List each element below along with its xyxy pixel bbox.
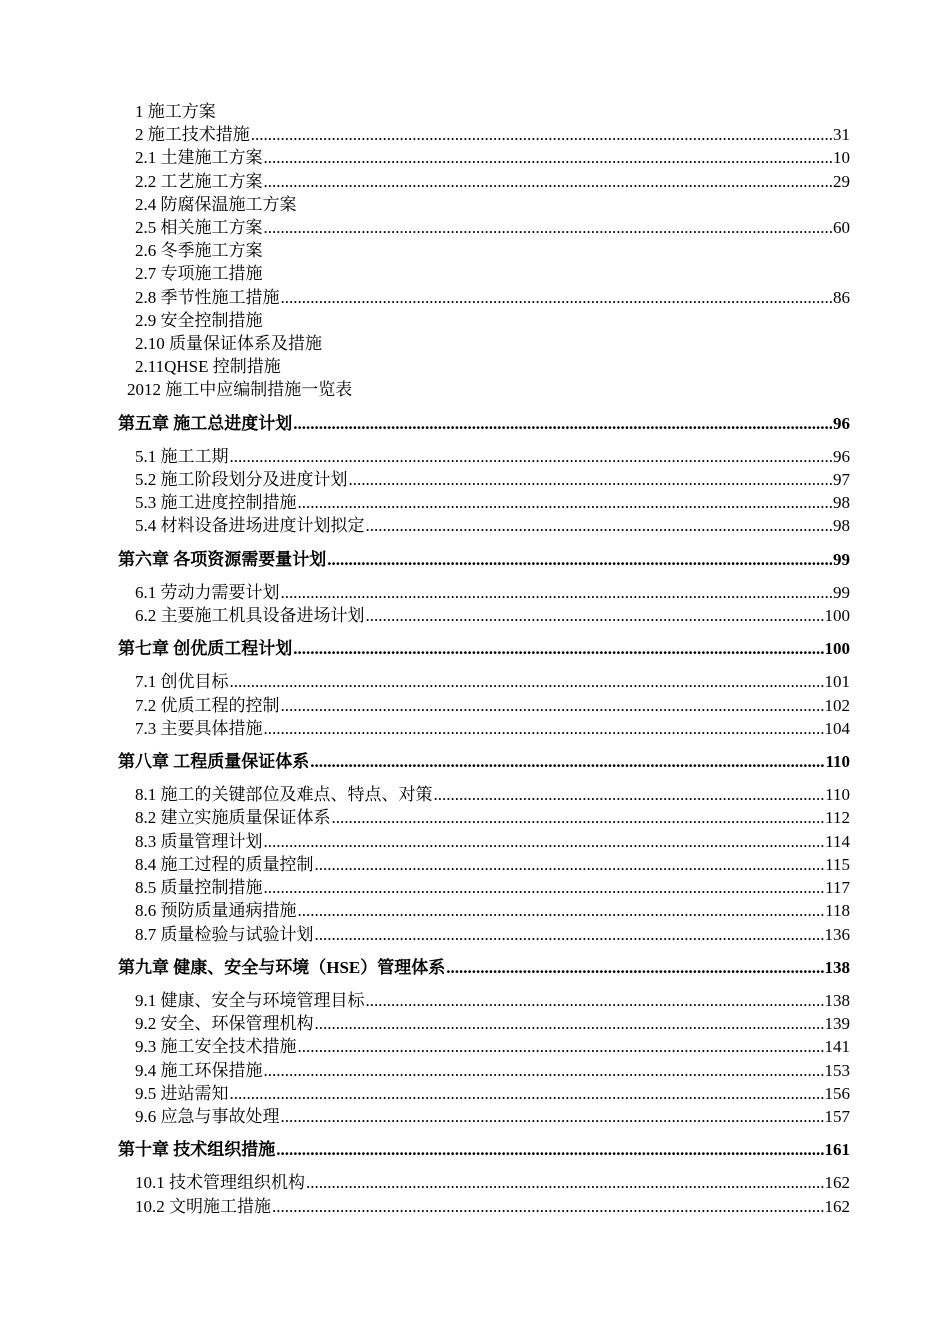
toc-entry[interactable] xyxy=(118,193,850,216)
toc-entry-title: 8.4 施工过程的质量控制 xyxy=(135,854,314,874)
toc-entry[interactable] xyxy=(118,1082,850,1105)
dot-leader xyxy=(264,216,833,239)
toc-entry[interactable] xyxy=(118,1035,850,1058)
toc-entry[interactable] xyxy=(118,717,850,740)
toc-entry[interactable] xyxy=(118,239,850,262)
toc-entry-title: 第十章 技术组织措施 xyxy=(118,1140,276,1160)
toc-entry-page: 118 xyxy=(825,901,850,921)
toc-entry-title: 5.3 施工进度控制措施 xyxy=(135,493,297,513)
toc-entry-page: 31 xyxy=(833,125,850,145)
dot-leader xyxy=(298,899,825,922)
toc-entry[interactable] xyxy=(118,170,850,193)
toc-entry-title: 2.11QHSE 控制措施 xyxy=(135,357,281,377)
dot-leader xyxy=(366,989,824,1012)
toc-entry[interactable] xyxy=(118,262,850,285)
dot-leader xyxy=(293,637,823,660)
toc-entry[interactable] xyxy=(118,445,850,468)
dot-leader xyxy=(272,1195,824,1218)
toc-entry-page: 97 xyxy=(833,470,850,490)
dot-leader xyxy=(251,123,832,146)
toc-entry-title: 2012 施工中应编制措施一览表 xyxy=(127,380,353,400)
toc-entry-title: 7.2 优质工程的控制 xyxy=(135,695,280,715)
toc-entry-title: 8.3 质量管理计划 xyxy=(135,831,263,851)
toc-entry[interactable] xyxy=(118,1059,850,1082)
toc-entry-title: 2.5 相关施工方案 xyxy=(135,218,263,238)
toc-entry-page: 153 xyxy=(824,1060,850,1080)
dot-leader xyxy=(281,1105,824,1128)
dot-leader xyxy=(446,956,823,979)
toc-chapter-entry[interactable] xyxy=(118,956,850,979)
toc-entry-title: 第六章 各项资源需要量计划 xyxy=(118,549,327,569)
toc-entry-title: 2.4 防腐保温施工方案 xyxy=(135,194,297,214)
toc-entry-title: 2.1 土建施工方案 xyxy=(135,148,263,168)
dot-leader xyxy=(315,853,825,876)
toc-chapter-entry[interactable] xyxy=(118,750,850,773)
toc-entry-title: 7.1 创优目标 xyxy=(135,672,229,692)
toc-entry[interactable] xyxy=(118,100,850,123)
toc-entry-title: 第八章 工程质量保证体系 xyxy=(118,752,310,772)
toc-entry[interactable] xyxy=(118,123,850,146)
toc-entry-title: 5.2 施工阶段划分及进度计划 xyxy=(135,470,348,490)
dot-leader xyxy=(315,923,824,946)
toc-chapter-entry[interactable] xyxy=(118,548,850,571)
toc-entry-title: 5.4 材料设备进场进度计划拟定 xyxy=(135,516,365,536)
toc-entry[interactable] xyxy=(118,146,850,169)
dot-leader xyxy=(310,750,824,773)
toc-entry[interactable] xyxy=(118,876,850,899)
toc-entry[interactable] xyxy=(118,783,850,806)
toc-entry-title: 8.1 施工的关键部位及难点、特点、对策 xyxy=(135,785,433,805)
toc-entry-page: 104 xyxy=(824,718,850,738)
toc-entry-page: 156 xyxy=(824,1083,850,1103)
toc-entry-title: 2.8 季节性施工措施 xyxy=(135,287,280,307)
toc-entry-page: 138 xyxy=(824,990,850,1010)
dot-leader xyxy=(264,876,825,899)
toc-entry[interactable] xyxy=(118,491,850,514)
toc-entry-title: 6.1 劳动力需要计划 xyxy=(135,582,280,602)
dot-leader xyxy=(366,514,833,537)
toc-chapter-entry[interactable] xyxy=(118,1138,850,1161)
toc-entry-title: 8.6 预防质量通病措施 xyxy=(135,901,297,921)
toc-entry[interactable] xyxy=(118,514,850,537)
toc-entry-page: 162 xyxy=(824,1196,850,1216)
toc-entry-page: 98 xyxy=(833,516,850,536)
toc-entry-title: 5.1 施工工期 xyxy=(135,446,229,466)
dot-leader xyxy=(366,604,824,627)
dot-leader xyxy=(293,412,832,435)
dot-leader xyxy=(264,830,825,853)
dot-leader xyxy=(276,1138,823,1161)
toc-chapter-entry[interactable] xyxy=(118,637,850,660)
dot-leader xyxy=(327,548,832,571)
dot-leader xyxy=(349,468,833,491)
toc-entry[interactable] xyxy=(118,830,850,853)
toc-entry[interactable] xyxy=(118,989,850,1012)
toc-entry[interactable] xyxy=(118,1171,850,1194)
toc-entry[interactable] xyxy=(118,1195,850,1218)
toc-entry-page: 102 xyxy=(824,695,850,715)
toc-entry-page: 96 xyxy=(833,413,850,433)
dot-leader xyxy=(264,146,833,169)
toc-entry-page: 29 xyxy=(833,171,850,191)
toc-entry-title: 2.6 冬季施工方案 xyxy=(135,241,263,261)
toc-entry-page: 157 xyxy=(824,1106,850,1126)
toc-entry-title: 2.7 专项施工措施 xyxy=(135,264,263,284)
toc-entry-page: 115 xyxy=(825,854,850,874)
toc-entry-title: 2 施工技术措施 xyxy=(135,125,250,145)
toc-entry-page: 99 xyxy=(833,549,850,569)
toc-entry-title: 9.6 应急与事故处理 xyxy=(135,1106,280,1126)
toc-entry-page: 100 xyxy=(824,639,850,659)
toc-entry-page: 101 xyxy=(824,672,850,692)
dot-leader xyxy=(281,581,833,604)
toc-entry-title: 2.10 质量保证体系及措施 xyxy=(135,334,322,354)
toc-entry-page: 136 xyxy=(824,924,850,944)
toc-entry-title: 8.2 建立实施质量保证体系 xyxy=(135,808,331,828)
toc-entry[interactable] xyxy=(118,853,850,876)
toc-entry-page: 96 xyxy=(833,446,850,466)
dot-leader xyxy=(281,694,824,717)
toc-entry-title: 第九章 健康、安全与环境（HSE）管理体系 xyxy=(118,957,446,977)
dot-leader xyxy=(264,1059,824,1082)
toc-entry[interactable] xyxy=(118,694,850,717)
toc-entry-title: 7.3 主要具体措施 xyxy=(135,718,263,738)
toc-entry-title: 8.7 质量检验与试验计划 xyxy=(135,924,314,944)
toc-chapter-entry[interactable] xyxy=(118,412,850,435)
dot-leader xyxy=(264,170,833,193)
toc-entry[interactable] xyxy=(118,1012,850,1035)
toc-entry[interactable] xyxy=(118,468,850,491)
dot-leader xyxy=(264,717,824,740)
dot-leader xyxy=(332,806,825,829)
dot-leader xyxy=(434,783,825,806)
toc-entry-title: 9.3 施工安全技术措施 xyxy=(135,1037,297,1057)
toc-entry-title: 9.1 健康、安全与环境管理目标 xyxy=(135,990,365,1010)
dot-leader xyxy=(281,286,833,309)
toc-entry-title: 9.5 进站需知 xyxy=(135,1083,229,1103)
toc-entry-page: 110 xyxy=(825,752,850,772)
dot-leader xyxy=(315,1012,824,1035)
toc-entry-title: 2.2 工艺施工方案 xyxy=(135,171,263,191)
dot-leader xyxy=(230,670,824,693)
toc-entry-title: 10.2 文明施工措施 xyxy=(135,1196,271,1216)
toc-entry-page: 161 xyxy=(824,1140,850,1160)
toc-entry-page: 86 xyxy=(833,287,850,307)
toc-entry-title: 8.5 质量控制措施 xyxy=(135,878,263,898)
toc-entry[interactable] xyxy=(118,355,850,378)
toc-entry[interactable] xyxy=(118,378,850,401)
toc-entry-page: 10 xyxy=(833,148,850,168)
toc-entry-page: 112 xyxy=(825,808,850,828)
toc-entry-page: 98 xyxy=(833,493,850,513)
toc-entry[interactable] xyxy=(118,286,850,309)
dot-leader xyxy=(306,1171,824,1194)
toc-entry-title: 10.1 技术管理组织机构 xyxy=(135,1173,305,1193)
dot-leader xyxy=(298,491,833,514)
dot-leader xyxy=(298,1035,824,1058)
toc-entry[interactable] xyxy=(118,332,850,355)
toc-entry[interactable] xyxy=(118,309,850,332)
toc-entry[interactable] xyxy=(118,581,850,604)
toc-entry-page: 138 xyxy=(824,957,850,977)
toc-entry-page: 100 xyxy=(824,606,850,626)
dot-leader xyxy=(230,445,833,468)
toc-entry-title: 9.4 施工环保措施 xyxy=(135,1060,263,1080)
toc-entry-page: 110 xyxy=(825,785,850,805)
toc-entry[interactable] xyxy=(118,216,850,239)
toc-entry-page: 99 xyxy=(833,582,850,602)
toc-entry-page: 141 xyxy=(824,1037,850,1057)
toc-entry-title: 第五章 施工总进度计划 xyxy=(118,413,293,433)
toc-entry-page: 117 xyxy=(825,878,850,898)
toc-entry-title: 2.9 安全控制措施 xyxy=(135,310,263,330)
toc-entry[interactable] xyxy=(118,806,850,829)
toc-entry[interactable] xyxy=(118,923,850,946)
toc-entry[interactable] xyxy=(118,899,850,922)
table-of-contents xyxy=(118,100,850,1218)
dot-leader xyxy=(230,1082,824,1105)
toc-entry-page: 162 xyxy=(824,1173,850,1193)
toc-entry-page: 114 xyxy=(825,831,850,851)
toc-entry[interactable] xyxy=(118,604,850,627)
toc-entry[interactable] xyxy=(118,670,850,693)
toc-entry-page: 60 xyxy=(833,218,850,238)
toc-entry-title: 1 施工方案 xyxy=(135,102,216,121)
toc-entry-title: 第七章 创优质工程计划 xyxy=(118,639,293,659)
toc-entry-title: 9.2 安全、环保管理机构 xyxy=(135,1014,314,1034)
toc-entry-title: 6.2 主要施工机具设备进场计划 xyxy=(135,606,365,626)
toc-entry[interactable] xyxy=(118,1105,850,1128)
toc-entry-page: 139 xyxy=(824,1014,850,1034)
